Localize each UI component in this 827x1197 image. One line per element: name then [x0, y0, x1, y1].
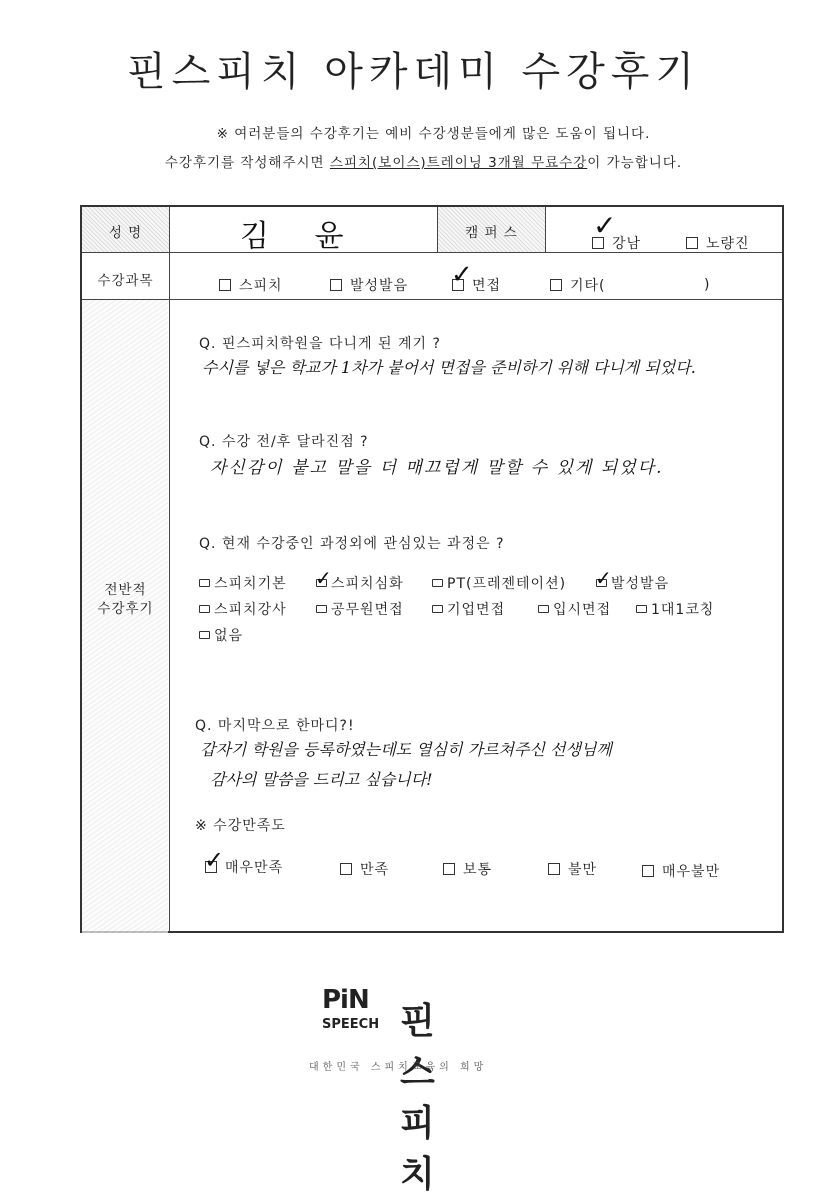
name-value[interactable]: 김 윤	[240, 219, 362, 254]
checkbox	[432, 579, 443, 587]
course-label: 수강과목	[97, 273, 154, 289]
checkbox	[199, 605, 210, 613]
satisfaction-very-dissatisfied[interactable]: 매우불만	[642, 861, 720, 881]
checkbox	[315, 566, 333, 590]
interest-advanced[interactable]: ✓ 스피치심화	[315, 566, 404, 592]
interest-pt[interactable]: PT(프레젠테이션)	[432, 573, 566, 593]
satisfaction-neutral[interactable]: 보통	[443, 859, 492, 879]
review-section-label: 전반적 수강후기	[97, 582, 154, 617]
question-2: Q. 수강 전/후 달라진점 ?	[199, 434, 369, 450]
check-mark-icon: ✓	[451, 260, 474, 290]
checkbox	[451, 260, 474, 291]
checkbox	[204, 846, 226, 874]
answer-1[interactable]: 수시를 넣은 학교가 1차가 붙어서 면접을 준비하기 위해 다니게 되었다.	[202, 358, 696, 377]
check-mark-icon: ✓	[593, 209, 618, 242]
logo-korean: 핀스피치	[400, 1001, 437, 1195]
interest-1on1-coaching[interactable]: 1대1코칭	[636, 599, 714, 619]
checkbox	[538, 605, 549, 613]
checkbox	[316, 605, 327, 613]
campus-option-gangnam[interactable]: ✓ 강남	[593, 209, 642, 252]
checkbox	[548, 863, 560, 875]
campus-option-noryangjin[interactable]: 노량진	[686, 233, 750, 253]
course-option-speech[interactable]: 스피치	[219, 275, 283, 295]
answer-2[interactable]: 자신감이 붙고 말을 더 매끄럽게 말할 수 있게 되었다.	[210, 458, 664, 478]
course-option-voice[interactable]: 발성발음	[330, 275, 408, 295]
check-mark-icon: ✓	[595, 566, 613, 590]
satisfaction-dissatisfied[interactable]: 불만	[548, 859, 597, 879]
interest-basic[interactable]: 스피치기본	[199, 573, 287, 593]
satisfaction-very-satisfied[interactable]: ✓ 매우만족	[204, 846, 284, 876]
question-1: Q. 핀스피치학원을 다니게 된 계기 ?	[199, 336, 441, 352]
campus-label: 캠 퍼 스	[465, 225, 518, 241]
interest-admission-interview[interactable]: 입시면접	[538, 599, 611, 619]
checkbox	[340, 863, 352, 875]
checkbox	[432, 605, 443, 613]
interest-instructor[interactable]: 스피치강사	[199, 599, 287, 619]
question-4: Q. 마지막으로 한마디?!	[195, 718, 355, 734]
course-option-other[interactable]: 기타(	[550, 275, 606, 295]
check-mark-icon: ✓	[315, 566, 333, 590]
page-title: 핀스피치 아카데미 수강후기	[126, 49, 701, 95]
notice-line-1: ※ 여러분들의 수강후기는 예비 수강생분들에게 많은 도움이 됩니다.	[216, 126, 651, 142]
checkbox	[642, 865, 654, 877]
satisfaction-title: ※ 수강만족도	[195, 818, 286, 834]
checkbox	[550, 279, 562, 291]
checkbox	[199, 631, 210, 639]
checkbox	[219, 279, 231, 291]
check-mark-icon: ✓	[204, 846, 226, 874]
interest-voice[interactable]: ✓ 발성발음	[595, 566, 670, 592]
checkbox	[443, 863, 455, 875]
free-course-offer: 스피치(보이스)트레이닝 3개월 무료수강	[329, 155, 588, 171]
interest-civil-interview[interactable]: 공무원면접	[316, 599, 404, 619]
logo-tagline: 대한민국 스피치교육의 희망	[309, 1062, 488, 1073]
review-form	[80, 205, 784, 933]
logo-pin: PiN	[322, 985, 369, 1015]
checkbox	[636, 605, 647, 613]
course-option-interview[interactable]: ✓ 면접	[451, 260, 502, 294]
checkbox	[686, 237, 698, 249]
interest-corporate-interview[interactable]: 기업면접	[432, 599, 505, 619]
checkbox	[199, 579, 210, 587]
interest-none[interactable]: 없음	[199, 625, 243, 645]
answer-4-line-2[interactable]: 감사의 말씀을 드리고 싶습니다!	[210, 770, 433, 789]
name-label: 성 명	[108, 225, 143, 241]
checkbox	[592, 209, 618, 249]
checkbox	[330, 279, 342, 291]
question-3: Q. 현재 수강중인 과정외에 관심있는 과정은 ?	[199, 536, 505, 552]
other-close-paren: )	[704, 277, 711, 293]
answer-4-line-1[interactable]: 갑자기 학원을 등록하였는데도 열심히 가르쳐주신 선생님께	[200, 740, 612, 759]
satisfaction-satisfied[interactable]: 만족	[340, 859, 389, 879]
notice-line-2: 수강후기를 작성해주시면 스피치(보이스)트레이닝 3개월 무료수강이 가능합니다.	[164, 155, 683, 171]
checkbox	[595, 566, 613, 590]
logo-speech: SPEECH	[322, 1017, 380, 1032]
